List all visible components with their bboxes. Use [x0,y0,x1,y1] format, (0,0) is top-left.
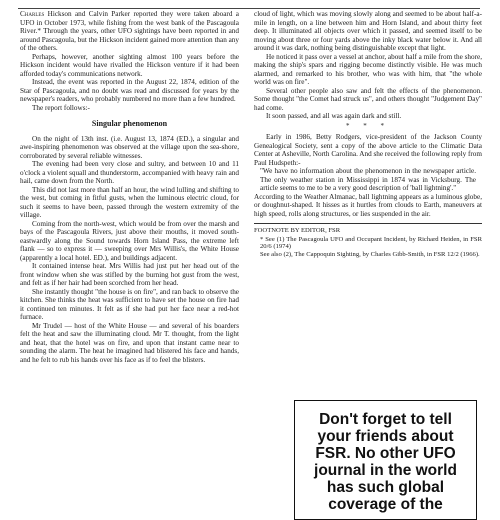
body-paragraph: Early in 1986, Betty Rodgers, vice-president of the Jackson County Genealogical Society, sent a copy of the above article to the Climatic Data Center at Asheville, North Carolina. And she received the following reply from Paul Hudspeth:- [254,133,482,167]
body-paragraph: He noticed it pass over a vessel at anchor, about half a mile from the shore, making the ship's spars and rigging become distinctly visible. He was much alarmed, and remarked to his brother, who was with him, that "the whole world was on fire". [254,52,482,86]
footnote-divider [254,223,482,224]
body-paragraph: It soon passed, and all was again dark and still. [266,112,402,120]
section-break-stars: * * * [346,121,390,130]
body-paragraph: Perhaps, however, another sighting almost 100 years before the Hickson incident would have rivalled the Hickson venture if it had been afforded today's communications network. [20,52,239,78]
intro-lead: Charles [20,10,45,18]
body-paragraph: The report follows:- [32,103,90,112]
body-paragraph: She instantly thought "the house is on fire", and ran back to observe the kitchen. She thinks the heat was sufficient to have set the house on fire had it continued ten minutes. It felt as if she had put her face near a red-hot furnace. [20,287,239,321]
left-column [20,10,239,364]
header-rule [18,0,480,9]
right-column [254,10,482,258]
intro-paragraph [20,10,239,53]
promo-text: Don't forget to tell your friends about FSR. No other UFO journal in the world has such global coverage of the [314,411,457,513]
body-paragraph: According to the Weather Almanac, ball lightning appears as a luminous globe, or doughnut-shaped. It hisses as it hurtles from clouds to Earth, maneuvers at high speed, rolls along structures, or lies suspended in the air. [254,192,482,218]
body-paragraph: Mr Trudel — host of the White House — and several of his boarders felt the heat and saw the illuminating cloud. Mr T. thought, from the light and heat, that the hotel was on fire, and upon that instant came near to sounding the alarm. The heat he imagined had blistered his face and hands, and he felt to rub his hands over his face as if to feel the blisters. [20,321,239,364]
body-paragraph: This did not last more than half an hour, the wind lulling and shifting to the west, but coming in fitful gusts, when the luminous electric cloud, for such it seems to have been, passed through the western extremity of the village. [20,185,239,219]
body-paragraph: It contained intense heat. Mrs Willis had just put her head out of the front window when she was stifled by the burning hot gust from the west, and felt as if her hair had been scorched from her head. [20,262,239,287]
body-paragraph: Instead, the event was reported in the August 22, 1874, edition of the Star of Pascagoula, and no doubt was read and discussed for years by the newspaper's readers, who probably numbered no more than a few hundred. [20,78,239,103]
footnote-entry: * See (1) The Pascagoula UFO and Occupant Incident, by Richard Heiden, in FSR 20/6 (1974) [260,235,482,251]
body-paragraph: Coming from the north-west, which would be from over the marsh and bays of the Pascagoula Rivers, just above their mouths, it moved south-eastwardly along the Sound towards Horn Island Pass, the extreme left flank — so to express it — sweeping over Mrs Willis's, the White House (apparently a local hotel. ED.), and buildings adjacent. [20,219,239,262]
body-paragraph: cloud of light, which was moving slowly along and seemed to be about half-a-mile in length, on a line between him and Horn Island, and about thirty feet deep. It illuminated all objects over which it passed, and seemed itself to be moving about three or four yards above the inky black water below it. And all around it was dark, nothing being distinguishable except that light. [254,10,482,52]
body-paragraph: On the night of 13th inst. (i.e. August 13, 1874 (ED.), a singular and awe-inspiring phenomenon was observed at the village upon the sea-shore, corroborated by several reliable witnesses. [20,134,239,160]
footnote-heading: FOOTNOTE BY EDITOR, FSR [254,227,341,234]
quoted-reply: "We have no information about the phenomenon in the newspaper article. The only weather station in Mississippi in 1874 was in Vicksburg. The article seems to me to be a very good description of 'ball lightning'." [260,167,476,192]
intro-rest: Hickson and Calvin Parker reported they were taken aboard a UFO in October 1973, while fishing from the west bank of the Pascagoula River.* Through the years, other UFO sightings have been reported in and around Pascagoula, but the Hickson incident gained more attention than any of the others. [20,10,239,52]
promo-box [294,400,477,520]
section-subhead: Singular phenomenon [91,119,168,128]
footnote-entry: See also (2), The Cappoquin Sighting, by Charles Gibb-Smith, in FSR 12/2 (1966). [260,250,480,258]
body-paragraph: The evening had been very close and sultry, and between 10 and 11 o'clock a violent squall and thunderstorm, accompanied with heavy rain and hail, came down from the North. [20,160,239,185]
body-paragraph: Several other people also saw and felt the effects of the phenomenon. Some thought "the Comet had struck us", and others thought "Judgement Day" had come. [254,86,482,112]
